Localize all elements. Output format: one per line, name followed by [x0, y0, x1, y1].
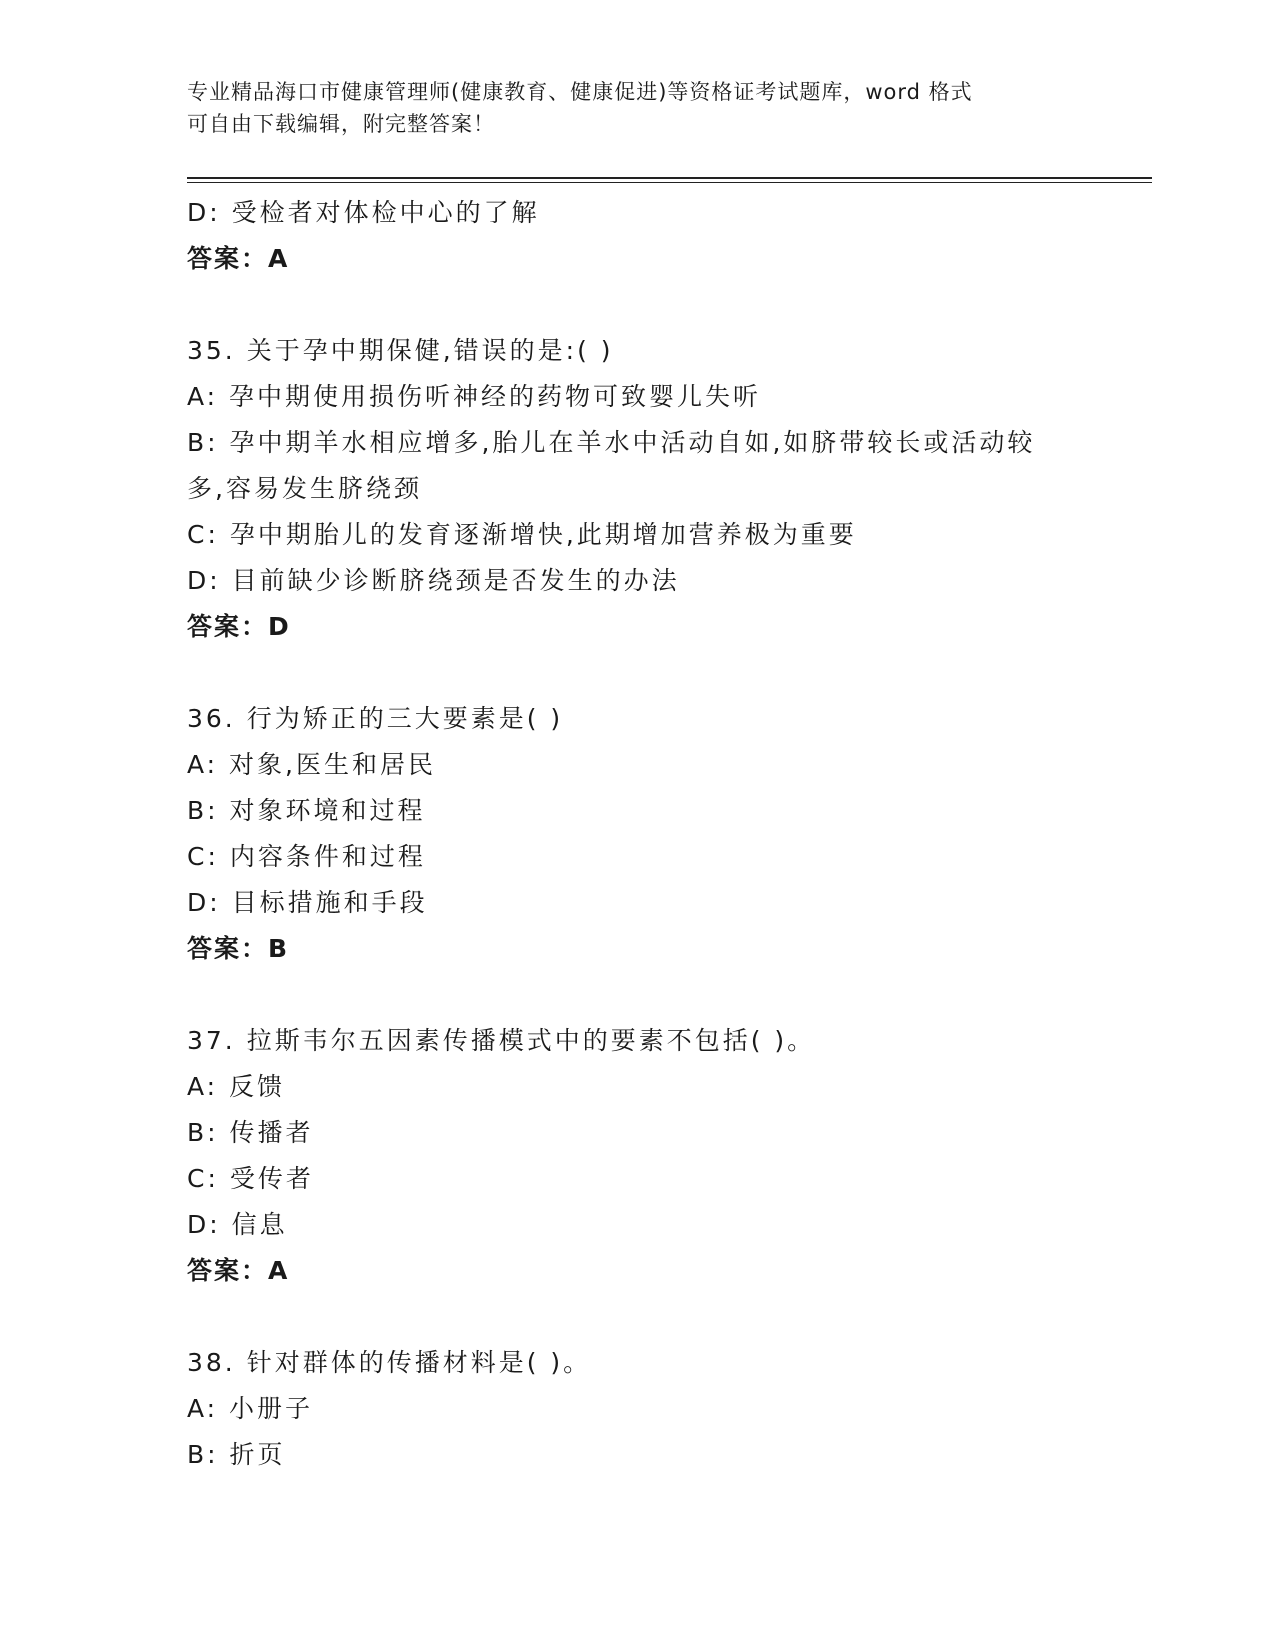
question-stem: 37. 拉斯韦尔五因素传播模式中的要素不包括( )。 — [187, 1026, 816, 1055]
question-36 — [187, 696, 1087, 972]
option-a: A: 反馈 — [187, 1072, 286, 1101]
header-rule-thick — [187, 177, 1152, 179]
option-a: A: 小册子 — [187, 1394, 314, 1423]
option-b: B: 对象环境和过程 — [187, 796, 426, 825]
question-stem: 38. 针对群体的传播材料是( )。 — [187, 1348, 592, 1377]
option-b-continued: 多,容易发生脐绕颈 — [187, 474, 422, 503]
header-line-1: 专业精品海口市健康管理师(健康教育、健康促进)等资格证考试题库，word 格式 — [187, 80, 973, 104]
option-c: C: 孕中期胎儿的发育逐渐增快,此期增加营养极为重要 — [187, 520, 857, 549]
option-a: A: 孕中期使用损伤听神经的药物可致婴儿失听 — [187, 382, 762, 411]
option-d: D: 信息 — [187, 1210, 288, 1239]
option-d: D: 受检者对体检中心的了解 — [187, 198, 540, 227]
option-c: C: 内容条件和过程 — [187, 842, 426, 871]
question-37 — [187, 1018, 1087, 1294]
option-d: D: 目标措施和手段 — [187, 888, 428, 917]
question-stem: 35. 关于孕中期保健,错误的是:( ) — [187, 336, 614, 365]
question-34-tail — [187, 190, 1087, 282]
option-a: A: 对象,医生和居民 — [187, 750, 436, 779]
option-c: C: 受传者 — [187, 1164, 314, 1193]
document-header — [187, 76, 1087, 140]
header-line-2: 可自由下载编辑，附完整答案！ — [187, 112, 495, 136]
answer-label: 答案：D — [187, 612, 291, 641]
option-b: B: 孕中期羊水相应增多,胎儿在羊水中活动自如,如脐带较长或活动较 — [187, 428, 1036, 457]
answer-label: 答案：A — [187, 1256, 290, 1285]
header-rule-thin — [187, 182, 1152, 183]
option-d: D: 目前缺少诊断脐绕颈是否发生的办法 — [187, 566, 680, 595]
option-b: B: 折页 — [187, 1440, 286, 1469]
option-b: B: 传播者 — [187, 1118, 314, 1147]
question-list — [187, 190, 1087, 1478]
question-stem: 36. 行为矫正的三大要素是( ) — [187, 704, 564, 733]
question-38 — [187, 1340, 1087, 1478]
answer-label: 答案：A — [187, 244, 290, 273]
answer-label: 答案：B — [187, 934, 290, 963]
question-35 — [187, 328, 1087, 650]
